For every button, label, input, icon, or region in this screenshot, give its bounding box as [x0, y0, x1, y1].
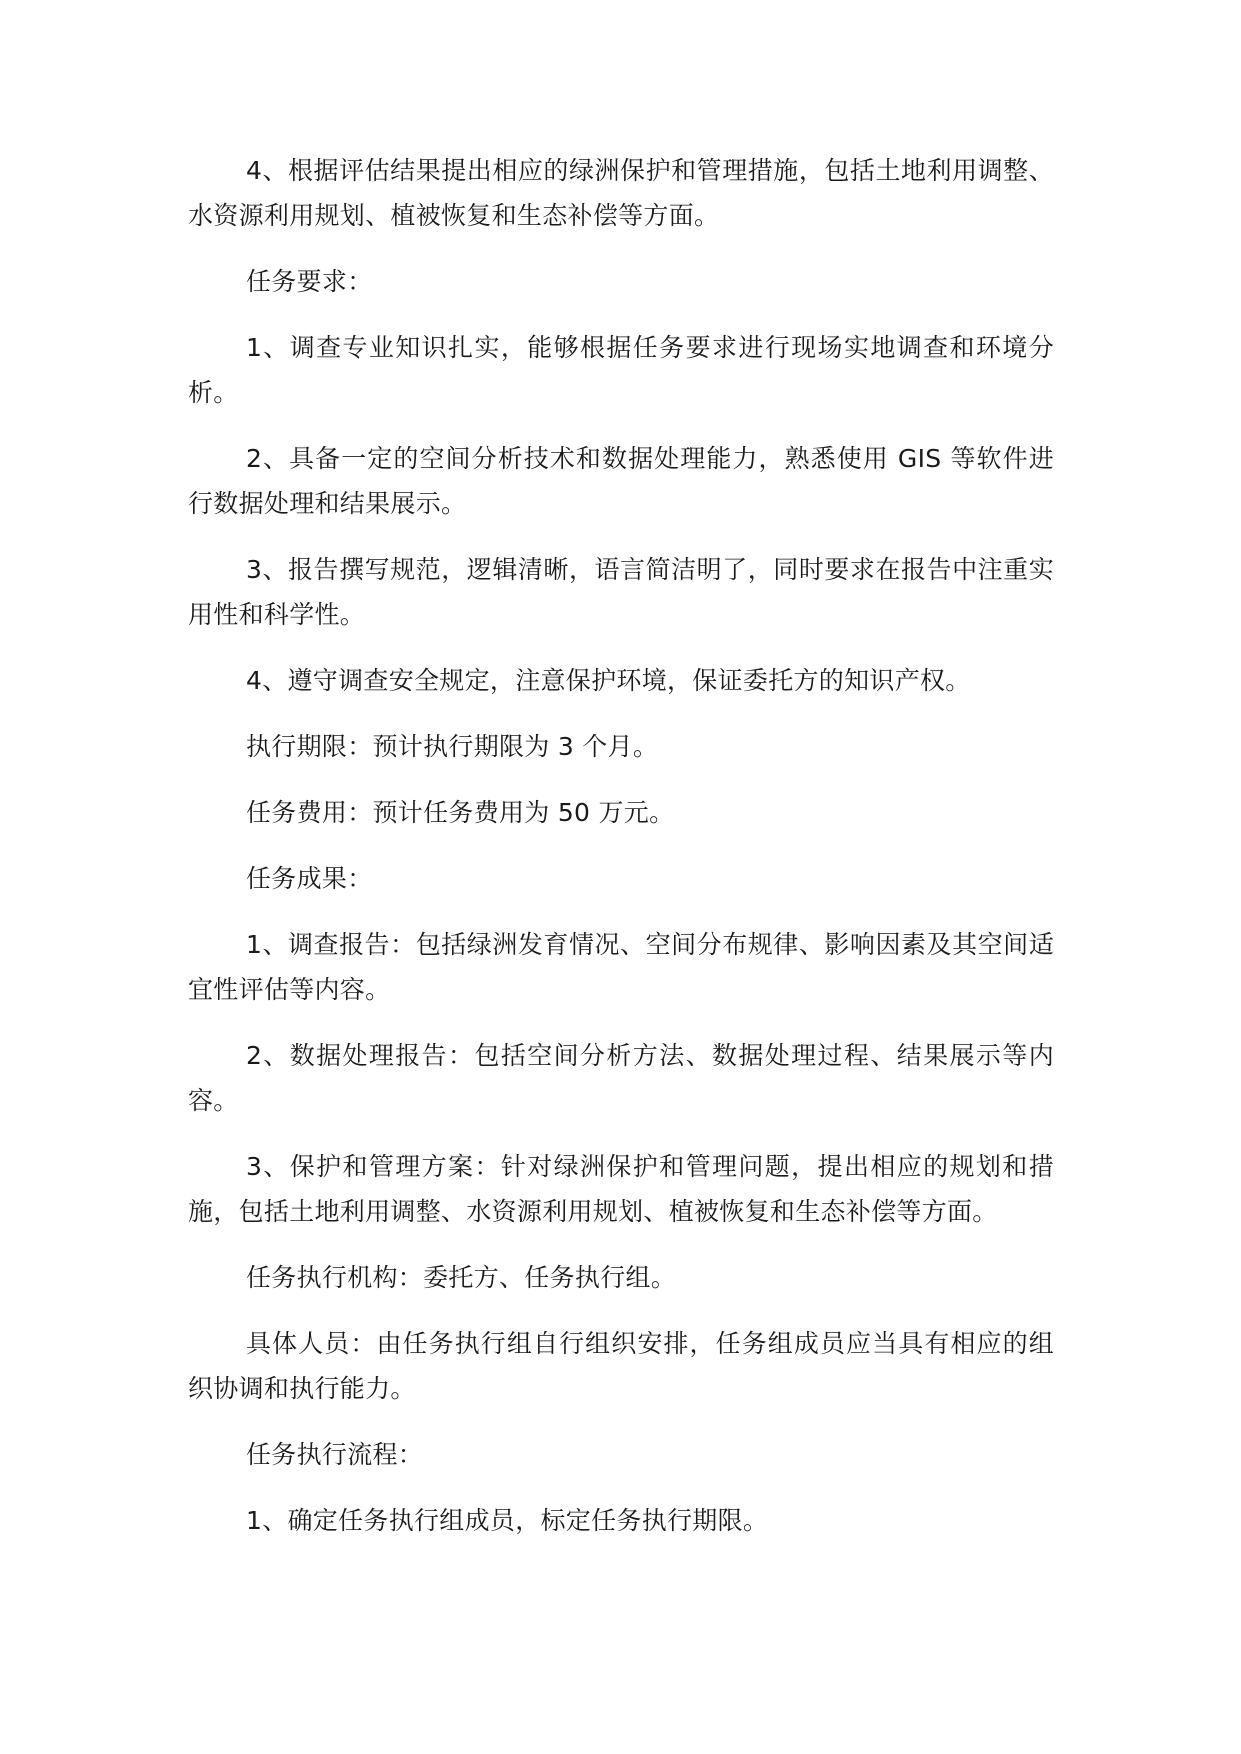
paragraph-execution-period: 执行期限：预计执行期限为 3 个月。 — [246, 732, 659, 761]
paragraph-task-requirements-heading: 任务要求： — [246, 267, 373, 296]
paragraph-result-1: 1、调查报告：包括绿洲发育情况、空间分布规律、影响因素及其空间适宜性评估等内容。 — [188, 930, 1054, 1004]
paragraph-process-step-1: 1、确定任务执行组成员，标定任务执行期限。 — [246, 1506, 769, 1535]
paragraph-result-3: 3、保护和管理方案：针对绿洲保护和管理问题，提出相应的规划和措施，包括土地利用调整、水资源利用规划、植被恢复和生态补偿等方面。 — [188, 1152, 1054, 1226]
paragraph-task-cost: 任务费用：预计任务费用为 50 万元。 — [246, 798, 675, 827]
paragraph-requirement-4: 4、遵守调查安全规定，注意保护环境，保证委托方的知识产权。 — [246, 666, 971, 695]
paragraph-execution-agency: 任务执行机构：委托方、任务执行组。 — [246, 1263, 677, 1292]
paragraph-requirement-2: 2、具备一定的空间分析技术和数据处理能力，熟悉使用 GIS 等软件进行数据处理和结果展示。 — [188, 444, 1054, 518]
paragraph-requirement-3: 3、报告撰写规范，逻辑清晰，语言简洁明了，同时要求在报告中注重实用性和科学性。 — [188, 555, 1054, 629]
paragraph-execution-process-heading: 任务执行流程： — [246, 1440, 424, 1469]
paragraph-personnel: 具体人员：由任务执行组自行组织安排，任务组成员应当具有相应的组织协调和执行能力。 — [188, 1329, 1054, 1403]
paragraph-task-results-heading: 任务成果： — [246, 864, 373, 893]
paragraph-requirement-1: 1、调查专业知识扎实，能够根据任务要求进行现场实地调查和环境分析。 — [188, 333, 1054, 407]
paragraph-result-2: 2、数据处理报告：包括空间分析方法、数据处理过程、结果展示等内容。 — [188, 1041, 1054, 1115]
paragraph-protection-measures: 4、根据评估结果提出相应的绿洲保护和管理措施，包括土地利用调整、水资源利用规划、植被恢复和生态补偿等方面。 — [188, 156, 1054, 230]
document-body — [188, 148, 1054, 1564]
